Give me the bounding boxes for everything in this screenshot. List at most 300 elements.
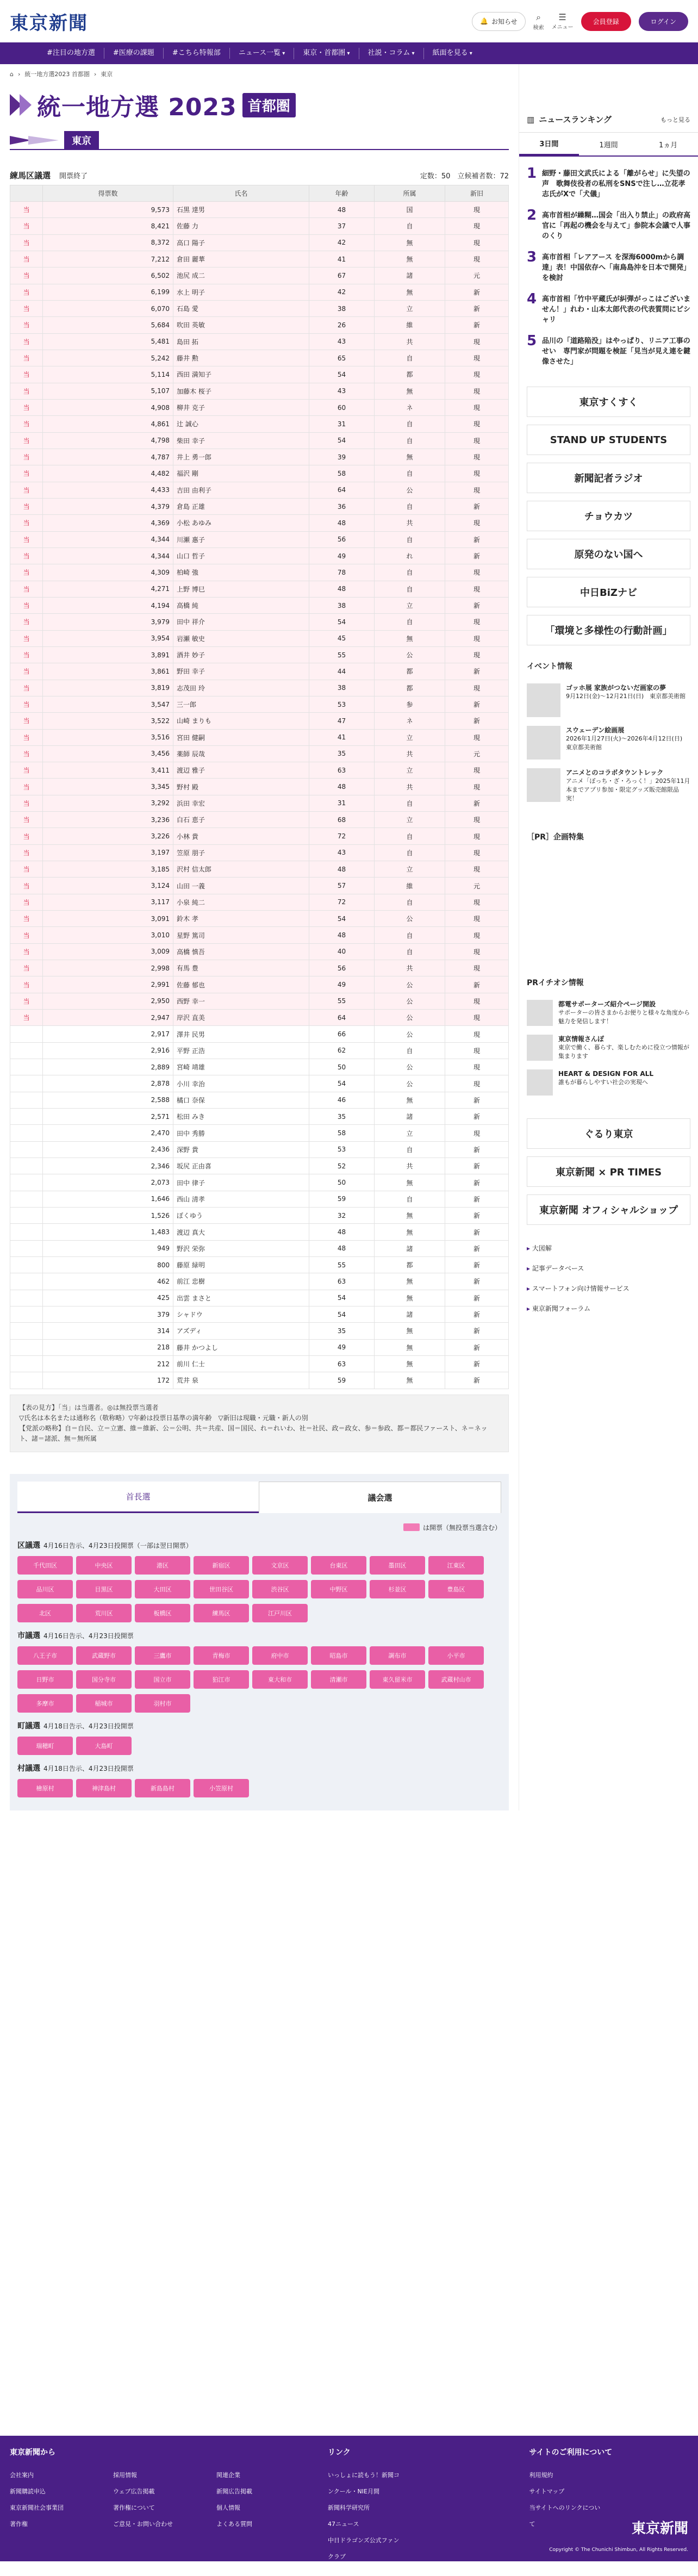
- candidate-name[interactable]: 井上 勇一郎: [173, 449, 309, 465]
- candidate-name[interactable]: 三一郎: [173, 696, 309, 712]
- elected-mark: 当: [10, 960, 43, 976]
- candidate-name[interactable]: 柳井 克子: [173, 399, 309, 415]
- footer-link[interactable]: 著作権: [10, 2521, 28, 2528]
- party: 公: [375, 1075, 445, 1092]
- elected-mark: 当: [10, 267, 43, 284]
- district-button[interactable]: 豊島区: [428, 1580, 484, 1598]
- candidate-name[interactable]: 山口 哲子: [173, 547, 309, 564]
- party: 無: [375, 1355, 445, 1372]
- age: 49: [309, 976, 375, 993]
- district-button[interactable]: 中央区: [76, 1556, 132, 1575]
- votes: 3,979: [43, 614, 173, 630]
- sidebar-links: [519, 1233, 698, 1324]
- nav-paper[interactable]: 紙面を見る ▾: [424, 48, 481, 59]
- candidate-name[interactable]: 藤原 緑明: [173, 1257, 309, 1273]
- candidate-name[interactable]: 渡辺 雅子: [173, 762, 309, 779]
- elected-mark: 当: [10, 564, 43, 581]
- footer-row: [328, 2533, 529, 2565]
- candidate-name[interactable]: 高橋 慎吾: [173, 943, 309, 960]
- candidate-name[interactable]: 深野 貴: [173, 1141, 309, 1158]
- candidate-name[interactable]: 島田 拓: [173, 333, 309, 350]
- ranking-link[interactable]: 品川の「道路陥没」はやっぱり、リニア工事のせい 専門家が問題を検証「見当が見え連を鍵像させた」: [542, 337, 691, 366]
- ranking-tab-month[interactable]: 1ヵ月: [659, 141, 678, 150]
- candidate-name[interactable]: 倉島 正雄: [173, 498, 309, 514]
- candidate-name[interactable]: 高橋 純: [173, 597, 309, 613]
- candidate-name[interactable]: 星野 篤司: [173, 927, 309, 943]
- status: 新: [445, 1240, 509, 1256]
- tab-assembly[interactable]: 議会選: [259, 1482, 501, 1513]
- party: 無: [375, 449, 445, 465]
- nav-tokyo[interactable]: 東京・首都圏 ▾: [294, 48, 359, 59]
- elected-mark: [10, 1355, 43, 1372]
- candidate-name[interactable]: 川瀬 惠子: [173, 531, 309, 547]
- table-row: [10, 1372, 509, 1389]
- banner-title: 統一地方選 2023: [37, 94, 237, 121]
- district-button[interactable]: 稲城市: [76, 1694, 132, 1713]
- notify-button[interactable]: [472, 12, 526, 31]
- footer-link[interactable]: ウェブ広告掲載: [113, 2488, 155, 2495]
- candidate-name[interactable]: 吹田 英敏: [173, 317, 309, 333]
- elected-mark: 当: [10, 894, 43, 910]
- candidate-name[interactable]: 前江 忠樹: [173, 1273, 309, 1290]
- party: 公: [375, 1026, 445, 1042]
- district-button[interactable]: 板橋区: [135, 1604, 190, 1622]
- table-row: [10, 1273, 509, 1290]
- district-button[interactable]: 渋谷区: [252, 1580, 308, 1598]
- event-desc: サポーターの皆さまからお便りと様々な角度から魅力を発信します！: [558, 1009, 690, 1025]
- event-item[interactable]: [519, 995, 698, 1030]
- sidebar-link[interactable]: ▸ 記事データベース: [527, 1258, 690, 1278]
- district-button[interactable]: 小笠原村: [194, 1779, 249, 1797]
- district-button[interactable]: 中野区: [311, 1580, 366, 1598]
- votes: 4,369: [43, 515, 173, 531]
- nav-editorial[interactable]: 社説・コラム ▾: [359, 48, 424, 59]
- region-header: [10, 132, 509, 150]
- age: 38: [309, 597, 375, 613]
- event-item[interactable]: [519, 1030, 698, 1065]
- candidate-name[interactable]: 前川 仁士: [173, 1355, 309, 1372]
- table-row: [10, 581, 509, 597]
- candidate-name[interactable]: 荒井 泉: [173, 1372, 309, 1389]
- candidate-name[interactable]: 岸沢 直美: [173, 1010, 309, 1026]
- candidate-name[interactable]: 小林 貴: [173, 828, 309, 844]
- candidate-name[interactable]: 笠原 朋子: [173, 844, 309, 861]
- party: 自: [375, 828, 445, 844]
- footer-row: [10, 2467, 328, 2484]
- ranking-more-link[interactable]: もっと見る: [660, 116, 690, 123]
- candidate-name[interactable]: 宮田 健嗣: [173, 729, 309, 745]
- sidebar-link[interactable]: ▸ 東京新聞フォーラム: [527, 1298, 690, 1318]
- candidate-name[interactable]: 山田 一義: [173, 878, 309, 894]
- ad-banner[interactable]: 新聞記者ラジオ: [527, 463, 690, 493]
- district-button[interactable]: 荒川区: [76, 1604, 132, 1622]
- elected-mark: 当: [10, 878, 43, 894]
- site-header: [0, 0, 698, 42]
- district-button[interactable]: 檜原村: [17, 1779, 73, 1797]
- status: 現: [445, 614, 509, 630]
- party: 無: [375, 234, 445, 251]
- group-title: [17, 1763, 501, 1774]
- table-legend: [10, 1395, 509, 1452]
- votes: 212: [43, 1355, 173, 1372]
- status: 現: [445, 350, 509, 366]
- candidate-name[interactable]: 沢村 信太郎: [173, 861, 309, 878]
- district-button[interactable]: 瑞穂町: [17, 1737, 73, 1755]
- elected-mark: [10, 1191, 43, 1207]
- ad-banners: [519, 379, 698, 645]
- table-row: [10, 300, 509, 316]
- ranking-link[interactable]: 高市首相が繰糊…国会「出入り禁止」の政府高官に「再起の機会を与えて」参院本会議で人事のくり: [542, 211, 691, 240]
- district-button[interactable]: 練馬区: [194, 1604, 249, 1622]
- district-button[interactable]: 江東区: [428, 1556, 484, 1575]
- candidate-name[interactable]: 野村 殿: [173, 779, 309, 795]
- footer-link[interactable]: 採用情報: [113, 2472, 137, 2479]
- footer-link[interactable]: 中日ドラゴンズ公式ファンクラブ: [328, 2537, 400, 2560]
- candidate-name[interactable]: 橘口 奈保: [173, 1092, 309, 1108]
- footer-link[interactable]: 47ニュース: [328, 2521, 359, 2528]
- party: 無: [375, 284, 445, 300]
- votes: 6,199: [43, 284, 173, 300]
- status: 元: [445, 878, 509, 894]
- candidate-name[interactable]: 薬師 辰哉: [173, 745, 309, 762]
- elected-mark: 当: [10, 416, 43, 432]
- votes: 4,482: [43, 465, 173, 482]
- legend-line: 【表の見方】「当」は当選者。◎は無投票当選者: [19, 1403, 159, 1411]
- table-row: [10, 1109, 509, 1125]
- district-button[interactable]: 狛江市: [194, 1670, 249, 1689]
- candidate-name[interactable]: 小川 幸治: [173, 1075, 309, 1092]
- footer-link[interactable]: よくある質問: [216, 2521, 252, 2528]
- votes: 2,571: [43, 1109, 173, 1125]
- tab-mayor[interactable]: 首長選: [17, 1482, 259, 1513]
- district-button[interactable]: 国立市: [135, 1670, 190, 1689]
- candidate-name[interactable]: 鈴木 孝: [173, 911, 309, 927]
- footer-link[interactable]: 個人情報: [216, 2504, 240, 2511]
- candidate-name[interactable]: 藤井 かつよし: [173, 1339, 309, 1355]
- ranking-link[interactable]: 細野・藤田文武氏による「離がらせ」に失望の声 歌舞伎役者の私刑をSNSで注し…立花孝志氏がXで「犬儀」: [542, 170, 690, 198]
- district-button[interactable]: 八王子市: [17, 1646, 73, 1665]
- nav-local-elections[interactable]: #注目の地方選: [38, 48, 104, 59]
- candidate-name[interactable]: 山崎 まりも: [173, 713, 309, 729]
- table-row: [10, 1339, 509, 1355]
- party: 自: [375, 581, 445, 597]
- candidate-name[interactable]: 西田 満知子: [173, 366, 309, 383]
- party: 公: [375, 976, 445, 993]
- candidate-name[interactable]: 池尻 成二: [173, 267, 309, 284]
- district-button[interactable]: 墨田区: [370, 1556, 425, 1575]
- district-button[interactable]: 国分寺市: [76, 1670, 132, 1689]
- footer-link[interactable]: 当サイトへのリンクについて: [529, 2504, 601, 2528]
- district-button[interactable]: 新島島村: [135, 1779, 190, 1797]
- candidate-name[interactable]: 石島 愛: [173, 300, 309, 316]
- party: 自: [375, 531, 445, 547]
- age: 48: [309, 779, 375, 795]
- ranking-link[interactable]: 高市首相「レアアース を深海6000mから調達」表！中国依存へ「南鳥島沖を日本で開発」を検討: [542, 253, 691, 282]
- district-button[interactable]: 目黒区: [76, 1580, 132, 1598]
- candidate-name[interactable]: 高口 陽子: [173, 234, 309, 251]
- district-button[interactable]: 清瀬市: [311, 1670, 366, 1689]
- candidate-name[interactable]: 坂尻 正由喜: [173, 1158, 309, 1174]
- votes: 4,908: [43, 399, 173, 415]
- elected-mark: [10, 1092, 43, 1108]
- candidate-name[interactable]: 田中 祥介: [173, 614, 309, 630]
- table-row: [10, 878, 509, 894]
- status: 新: [445, 1092, 509, 1108]
- table-row: [10, 1026, 509, 1042]
- age: 63: [309, 1355, 375, 1372]
- table-row: [10, 680, 509, 696]
- district-button[interactable]: 大島町: [76, 1737, 132, 1755]
- footer-link[interactable]: 会社案内: [10, 2472, 34, 2479]
- candidate-name[interactable]: 柴田 幸子: [173, 432, 309, 449]
- candidate-name[interactable]: アズディ: [173, 1323, 309, 1339]
- status: 新: [445, 1257, 509, 1273]
- nav-special[interactable]: #こちら特報部: [164, 48, 230, 59]
- footer-link[interactable]: 新聞広告掲載: [216, 2488, 252, 2495]
- status: 新: [445, 1339, 509, 1355]
- votes: 9,573: [43, 202, 173, 218]
- footer-link[interactable]: 利用規約: [529, 2472, 553, 2479]
- age: 48: [309, 515, 375, 531]
- event-item[interactable]: [519, 721, 698, 764]
- table-row: [10, 1224, 509, 1240]
- candidate-name[interactable]: 田中 律子: [173, 1174, 309, 1191]
- candidate-name[interactable]: 吉田 由利子: [173, 482, 309, 498]
- footer-link[interactable]: 東京新聞社会事業団: [10, 2504, 64, 2511]
- status: 現: [445, 218, 509, 234]
- ad-banner[interactable]: 「環境と多様性の行動計画」: [527, 615, 690, 645]
- ranking-tabs: [519, 133, 698, 157]
- candidate-name[interactable]: 西山 清孝: [173, 1191, 309, 1207]
- status: 新: [445, 696, 509, 712]
- ad-banner[interactable]: チョウカツ: [527, 501, 690, 531]
- district-button[interactable]: 杉並区: [370, 1580, 425, 1598]
- ad-banner[interactable]: 東京新聞 × PR TIMES: [527, 1156, 690, 1187]
- candidate-name[interactable]: 上野 博巳: [173, 581, 309, 597]
- event-item[interactable]: [519, 764, 698, 807]
- sidebar-link[interactable]: ▸ スマートフォン向け情報サービス: [527, 1278, 690, 1298]
- table-row: [10, 218, 509, 234]
- district-button[interactable]: 青梅市: [194, 1646, 249, 1665]
- candidate-name[interactable]: 西野 幸一: [173, 993, 309, 1009]
- notify-label: お知らせ: [491, 17, 518, 26]
- candidate-name[interactable]: 加藤木 桜子: [173, 383, 309, 399]
- footer-link[interactable]: サイトマップ: [529, 2488, 565, 2495]
- menu-button[interactable]: [552, 12, 574, 30]
- party: 無: [375, 1323, 445, 1339]
- district-button[interactable]: 羽村市: [135, 1694, 190, 1713]
- party: 共: [375, 745, 445, 762]
- district-button[interactable]: 府中市: [252, 1646, 308, 1665]
- age: 54: [309, 1075, 375, 1092]
- footer-link[interactable]: いっしょに読もう！新聞コンクール・NIE月間: [328, 2472, 400, 2495]
- age: 44: [309, 663, 375, 680]
- votes: 4,379: [43, 498, 173, 514]
- status: 現: [445, 581, 509, 597]
- age: 50: [309, 1174, 375, 1191]
- table-row: [10, 960, 509, 976]
- ad-banner[interactable]: STAND UP STUDENTS: [527, 425, 690, 455]
- district-button[interactable]: 新宿区: [194, 1556, 249, 1575]
- votes: 4,271: [43, 581, 173, 597]
- district-button[interactable]: 東大和市: [252, 1670, 308, 1689]
- candidate-name[interactable]: 田中 秀勝: [173, 1125, 309, 1141]
- election-group: [17, 1720, 501, 1755]
- votes: 7,212: [43, 251, 173, 267]
- candidate-name[interactable]: 石黒 達男: [173, 202, 309, 218]
- elected-mark: 当: [10, 680, 43, 696]
- district-button[interactable]: 昭島市: [311, 1646, 366, 1665]
- district-button[interactable]: 大田区: [135, 1580, 190, 1598]
- ad-banner[interactable]: ぐるり東京: [527, 1118, 690, 1149]
- district-button[interactable]: 東久留米市: [370, 1670, 425, 1689]
- ad-banner[interactable]: 中日BiZナビ: [527, 577, 690, 607]
- party: 共: [375, 515, 445, 531]
- candidate-name[interactable]: 白石 恵子: [173, 812, 309, 828]
- candidate-name[interactable]: 福沢 剛: [173, 465, 309, 482]
- ranking-tab-week[interactable]: 1週間: [599, 141, 618, 150]
- district-button[interactable]: 江戸川区: [252, 1604, 308, 1622]
- table-row: [10, 333, 509, 350]
- ad-banners-2: [519, 1111, 698, 1225]
- event-item[interactable]: [519, 1065, 698, 1100]
- arrow-logo-icon: [10, 94, 32, 116]
- candidate-name[interactable]: シャドウ: [173, 1306, 309, 1322]
- elected-mark: 当: [10, 861, 43, 878]
- age: 54: [309, 1306, 375, 1322]
- candidate-name[interactable]: 松田 みき: [173, 1109, 309, 1125]
- candidate-name[interactable]: 渡辺 真大: [173, 1224, 309, 1240]
- age: 55: [309, 993, 375, 1009]
- footer-link[interactable]: ご意見・お問い合わせ: [113, 2521, 173, 2528]
- ranking-tab-3days[interactable]: 3日間: [519, 133, 579, 155]
- main-nav: [0, 42, 698, 64]
- elected-mark: 当: [10, 943, 43, 960]
- district-button[interactable]: 世田谷区: [194, 1580, 249, 1598]
- footer-logo[interactable]: 東京新聞: [631, 2521, 688, 2537]
- footer-link[interactable]: 新聞購読申込: [10, 2488, 46, 2495]
- candidate-name[interactable]: 澤井 民男: [173, 1026, 309, 1042]
- table-row: [10, 745, 509, 762]
- district-button[interactable]: 台東区: [311, 1556, 366, 1575]
- ad-banner[interactable]: 東京すくすく: [527, 387, 690, 417]
- breadcrumb-item[interactable]: 統一地方選2023 首都圏: [24, 71, 90, 78]
- event-text: [558, 1035, 690, 1061]
- candidate-name[interactable]: 水上 明子: [173, 284, 309, 300]
- party: 無: [375, 1372, 445, 1389]
- district-button[interactable]: 小平市: [428, 1646, 484, 1665]
- district-button[interactable]: 港区: [135, 1556, 190, 1575]
- candidate-name[interactable]: 佐藤 郁也: [173, 976, 309, 993]
- elected-mark: [10, 1158, 43, 1174]
- sidebar-link[interactable]: ▸ 大図解: [527, 1238, 690, 1258]
- district-button[interactable]: 日野市: [17, 1670, 73, 1689]
- candidate-name[interactable]: 柏崎 強: [173, 564, 309, 581]
- nav-news-list[interactable]: ニュース一覧 ▾: [230, 48, 295, 59]
- candidate-name[interactable]: 岩瀬 敏史: [173, 630, 309, 646]
- search-button[interactable]: [533, 12, 544, 31]
- district-button[interactable]: 多摩市: [17, 1694, 73, 1713]
- candidate-name[interactable]: 野沢 栄弥: [173, 1240, 309, 1256]
- votes: 3,009: [43, 943, 173, 960]
- candidate-name[interactable]: ぼくゆう: [173, 1208, 309, 1224]
- login-button[interactable]: ログイン: [639, 12, 688, 31]
- candidate-name[interactable]: 平野 正浩: [173, 1042, 309, 1059]
- rank-number: 2: [527, 207, 537, 223]
- event-title: スウェーデン絵画展: [566, 726, 625, 734]
- site-logo[interactable]: 東京新聞: [10, 12, 88, 34]
- age: 46: [309, 1092, 375, 1108]
- district-button[interactable]: 文京区: [252, 1556, 308, 1575]
- elected-mark: 当: [10, 597, 43, 613]
- signup-button[interactable]: 会員登録: [581, 12, 631, 31]
- status: 現: [445, 449, 509, 465]
- candidate-name[interactable]: 小泉 純二: [173, 894, 309, 910]
- age: 48: [309, 1224, 375, 1240]
- candidate-name[interactable]: 小松 あゆみ: [173, 515, 309, 531]
- votes: 2,947: [43, 1010, 173, 1026]
- candidate-name[interactable]: 浜田 幸宏: [173, 795, 309, 811]
- party: 共: [375, 779, 445, 795]
- candidate-name[interactable]: 佐藤 力: [173, 218, 309, 234]
- elected-mark: 当: [10, 366, 43, 383]
- region-title: 東京: [64, 131, 99, 150]
- nav-medical[interactable]: #医療の課題: [104, 48, 164, 59]
- district-button[interactable]: 武蔵野市: [76, 1646, 132, 1665]
- party: 立: [375, 729, 445, 745]
- votes: 3,345: [43, 779, 173, 795]
- table-row: [10, 1257, 509, 1273]
- footer-heading: リンク: [328, 2448, 351, 2457]
- candidate-name[interactable]: 藤井 勲: [173, 350, 309, 366]
- district-button[interactable]: 調布市: [370, 1646, 425, 1665]
- elected-mark: [10, 1273, 43, 1290]
- district-button[interactable]: 品川区: [17, 1580, 73, 1598]
- votes: 1,646: [43, 1191, 173, 1207]
- candidate-name[interactable]: 辻 誠心: [173, 416, 309, 432]
- footer-link[interactable]: 新聞科学研究所: [328, 2504, 370, 2511]
- table-row: [10, 911, 509, 927]
- candidate-name[interactable]: 野田 幸子: [173, 663, 309, 680]
- ad-banner[interactable]: 東京新聞 オフィシャルショップ: [527, 1194, 690, 1225]
- elected-mark: [10, 1306, 43, 1322]
- district-button[interactable]: 北区: [17, 1604, 73, 1622]
- candidate-name[interactable]: 酒井 妙子: [173, 646, 309, 663]
- footer-link[interactable]: 関連企業: [216, 2472, 240, 2479]
- votes: 1,526: [43, 1208, 173, 1224]
- candidate-name[interactable]: 志茂田 玲: [173, 680, 309, 696]
- age: 48: [309, 927, 375, 943]
- status: 現: [445, 465, 509, 482]
- votes: 462: [43, 1273, 173, 1290]
- footer-link[interactable]: 著作権について: [113, 2504, 155, 2511]
- district-button[interactable]: 千代田区: [17, 1556, 73, 1575]
- votes: 2,436: [43, 1141, 173, 1158]
- district-button[interactable]: 三鷹市: [135, 1646, 190, 1665]
- candidate-name[interactable]: 宮崎 靖雄: [173, 1059, 309, 1075]
- candidate-name[interactable]: 有馬 豊: [173, 960, 309, 976]
- status: 新: [445, 498, 509, 514]
- district-button[interactable]: 武蔵村山市: [428, 1670, 484, 1689]
- district-button[interactable]: 神津島村: [76, 1779, 132, 1797]
- home-icon[interactable]: ⌂: [10, 70, 14, 78]
- candidate-name[interactable]: 出雲 まさと: [173, 1290, 309, 1306]
- event-item[interactable]: [519, 679, 698, 721]
- table-header: 得票数: [43, 185, 173, 202]
- ad-banner[interactable]: 原発のない国へ: [527, 539, 690, 569]
- ranking-link[interactable]: 高市首相「竹中平蔵氏が糾弾がっこはございません！」れわ・山本太郎代表の代表質問にピシャリ: [542, 295, 691, 324]
- candidate-name[interactable]: 倉田 麗華: [173, 251, 309, 267]
